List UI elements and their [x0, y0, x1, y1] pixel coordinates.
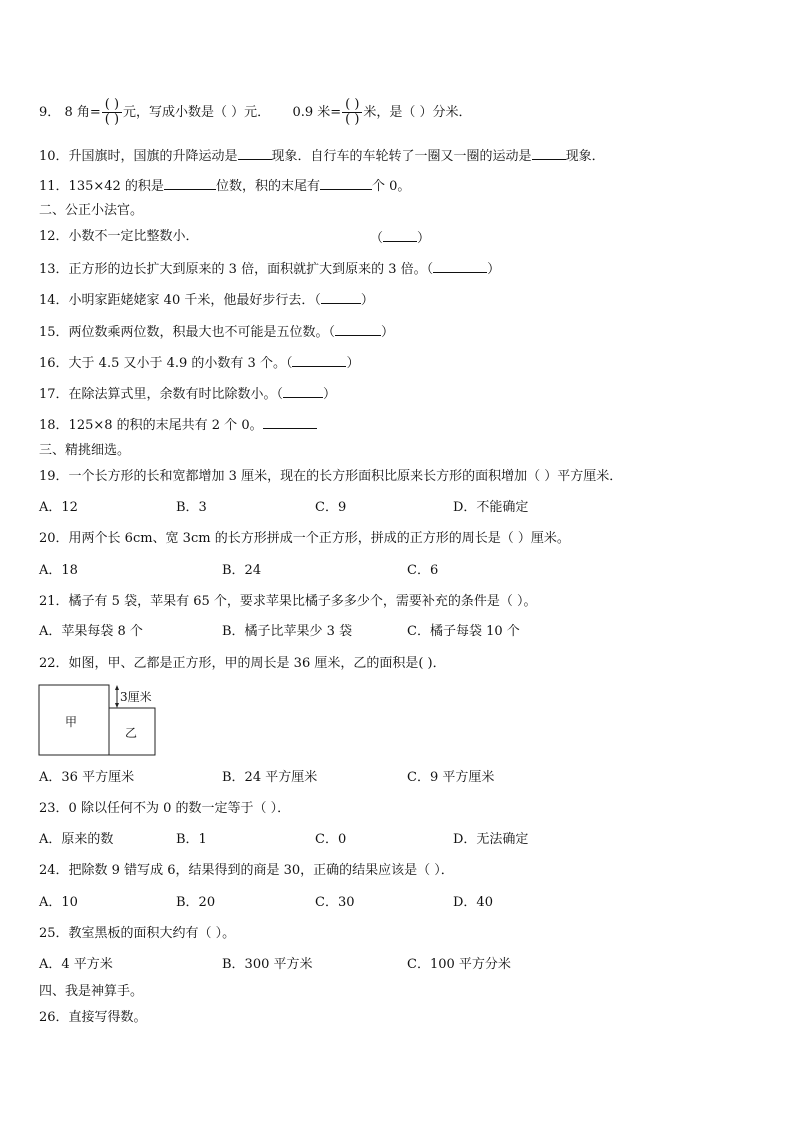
q25-option-c[interactable]: C．100 平方分米 — [407, 957, 511, 972]
q9-text-4: 米，是（ ）分米． — [363, 105, 472, 120]
question-11 — [39, 177, 410, 195]
q10-text-2: 现象．自行车的车轮转了一圈又一圈的运动是 — [271, 149, 532, 164]
square-yi-label: 乙 — [125, 726, 138, 740]
fraction-denominator: ( ) — [345, 112, 360, 127]
q21-option-b[interactable]: B．橘子比苹果少 3 袋 — [222, 624, 353, 639]
q9-fraction-1 — [102, 98, 122, 127]
q15-text: 15．两位数乘两位数，积最大也不可能是五位数。（ — [39, 325, 336, 340]
question-23-stem: 23．0 除以任何不为 0 的数一定等于（ ）． — [39, 801, 291, 816]
q23-option-b[interactable]: B．1 — [176, 832, 207, 847]
q25-option-a[interactable]: A．4 平方米 — [39, 957, 113, 972]
question-13: 13．正方形的边长扩大到原来的 3 倍，面积就扩大到原来的 3 倍。（ ） — [39, 262, 501, 277]
square-jia-label: 甲 — [65, 715, 78, 729]
question-9: 9． 8 角= $\frac{( )}{( )}$ 元，写成小数是（ ）元． 0.9 米= $\frac{( )}{( )}$ 米，是（ ）分米． — [39, 97, 472, 127]
q19-option-c[interactable]: C．9 — [315, 500, 347, 515]
q11-text-2: 位数，积的末尾有 — [215, 179, 320, 194]
q20-option-c[interactable]: C．6 — [407, 563, 439, 578]
answer-blank[interactable] — [292, 354, 346, 367]
question-10 — [39, 147, 605, 165]
question-18 — [39, 416, 317, 434]
q11-text-1: 11．135×42 的积是 — [39, 179, 164, 194]
q9-text-1: 8 角= — [64, 105, 101, 120]
q16-text: 16．大于 4.5 又小于 4.9 的小数有 3 个。（ — [39, 356, 293, 371]
fraction-numerator: ( ) — [342, 98, 362, 113]
q19-option-b[interactable]: B．3 — [176, 500, 207, 515]
q25-option-b[interactable]: B．300 平方米 — [222, 957, 313, 972]
q10-text-3: 现象． — [565, 149, 605, 164]
squares-figure — [38, 684, 158, 756]
question-24-stem: 24．把除数 9 错写成 6，结果得到的商是 30，正确的结果应该是（ ）． — [39, 863, 454, 878]
q13-text: 13．正方形的边长扩大到原来的 3 倍，面积就扩大到原来的 3 倍。（ — [39, 262, 434, 277]
answer-blank[interactable] — [263, 416, 317, 429]
answer-blank[interactable] — [320, 177, 372, 190]
q10-text-1: 10．升国旗时，国旗的升降运动是 — [39, 149, 238, 164]
q24-option-c[interactable]: C．30 — [315, 895, 355, 910]
q18-text: 18．125×8 的积的末尾共有 2 个 0。 — [39, 418, 263, 433]
answer-blank[interactable] — [433, 260, 487, 273]
question-14: 14．小明家距姥姥家 40 千米，他最好步行去．（ ） — [39, 293, 374, 308]
q24-option-b[interactable]: B．20 — [176, 895, 216, 910]
q24-option-d[interactable]: D．40 — [453, 895, 493, 910]
q14-text: 14．小明家距姥姥家 40 千米，他最好步行去．（ — [39, 293, 321, 308]
fraction-denominator: ( ) — [104, 112, 120, 127]
question-12 — [39, 229, 199, 245]
answer-blank[interactable] — [532, 147, 566, 160]
q21-option-c[interactable]: C．橘子每袋 10 个 — [407, 624, 520, 639]
section-heading-2: 二、公正小法官。 — [39, 203, 144, 218]
q23-option-d[interactable]: D．无法确定 — [453, 832, 529, 847]
arrow-up-icon — [115, 685, 119, 690]
question-19-stem: 19．一个长方形的长和宽都增加 3 厘米，现在的长方形面积比原来长方形的面积增加（ ）平方厘米． — [39, 469, 623, 484]
dimension-label: 3厘米 — [120, 690, 152, 704]
answer-blank[interactable] — [283, 385, 323, 398]
q23-option-c[interactable]: C．0 — [315, 832, 347, 847]
q23-option-a[interactable]: A．原来的数 — [39, 832, 114, 847]
question-21-stem: 21．橘子有 5 袋，苹果有 65 个，要求苹果比橘子多多少个，需要补充的条件是（ ）。 — [39, 594, 537, 609]
q20-option-a[interactable]: A．18 — [39, 563, 78, 578]
answer-blank[interactable] — [238, 147, 272, 160]
q22-option-a[interactable]: A．36 平方厘米 — [39, 770, 135, 785]
question-25-stem: 25．教室黑板的面积大约有（ ）。 — [39, 926, 236, 941]
q22-option-c[interactable]: C．9 平方厘米 — [407, 770, 495, 785]
question-22-stem: 22．如图，甲、乙都是正方形，甲的周长是 36 厘米，乙的面积是( )． — [39, 656, 446, 671]
q9-number: 9 — [39, 105, 48, 120]
q24-option-a[interactable]: A．10 — [39, 895, 78, 910]
answer-blank[interactable] — [321, 291, 361, 304]
arrow-down-icon — [115, 703, 119, 708]
answer-blank[interactable] — [383, 229, 417, 242]
section-heading-3: 三、精挑细选。 — [39, 443, 131, 458]
q21-option-a[interactable]: A．苹果每袋 8 个 — [39, 624, 143, 639]
q19-option-d[interactable]: D．不能确定 — [453, 500, 529, 515]
section-heading-4: 四、我是神算手。 — [39, 984, 144, 999]
answer-blank[interactable] — [335, 323, 381, 336]
q17-text: 17．在除法算式里，余数有时比除数小。（ — [39, 387, 284, 402]
q19-option-a[interactable]: A．12 — [39, 500, 78, 515]
question-26: 26．直接写得数。 — [39, 1010, 147, 1025]
question-17: 17．在除法算式里，余数有时比除数小。（ ） — [39, 387, 337, 402]
q9-fraction-2 — [342, 98, 362, 127]
q12-text: 12．小数不一定比整数小． — [39, 229, 199, 244]
fraction-numerator: ( ) — [102, 98, 122, 113]
answer-blank[interactable] — [164, 177, 216, 190]
q11-text-3: 个 0。 — [371, 179, 411, 194]
q9-text-3: 0.9 米= — [292, 105, 342, 120]
question-16: 16．大于 4.5 又小于 4.9 的小数有 3 个。（ ） — [39, 356, 360, 371]
q12-answer-bracket: （ ） — [370, 231, 431, 246]
question-20-stem: 20．用两个长 6cm、宽 3cm 的长方形拼成一个正方形，拼成的正方形的周长是（ ）厘米。 — [39, 531, 570, 546]
q20-option-b[interactable]: B．24 — [222, 563, 262, 578]
question-15: 15．两位数乘两位数，积最大也不可能是五位数。（ ） — [39, 325, 395, 340]
q9-text-2: 元，写成小数是（ ）元． — [123, 105, 271, 120]
q22-option-b[interactable]: B．24 平方厘米 — [222, 770, 318, 785]
